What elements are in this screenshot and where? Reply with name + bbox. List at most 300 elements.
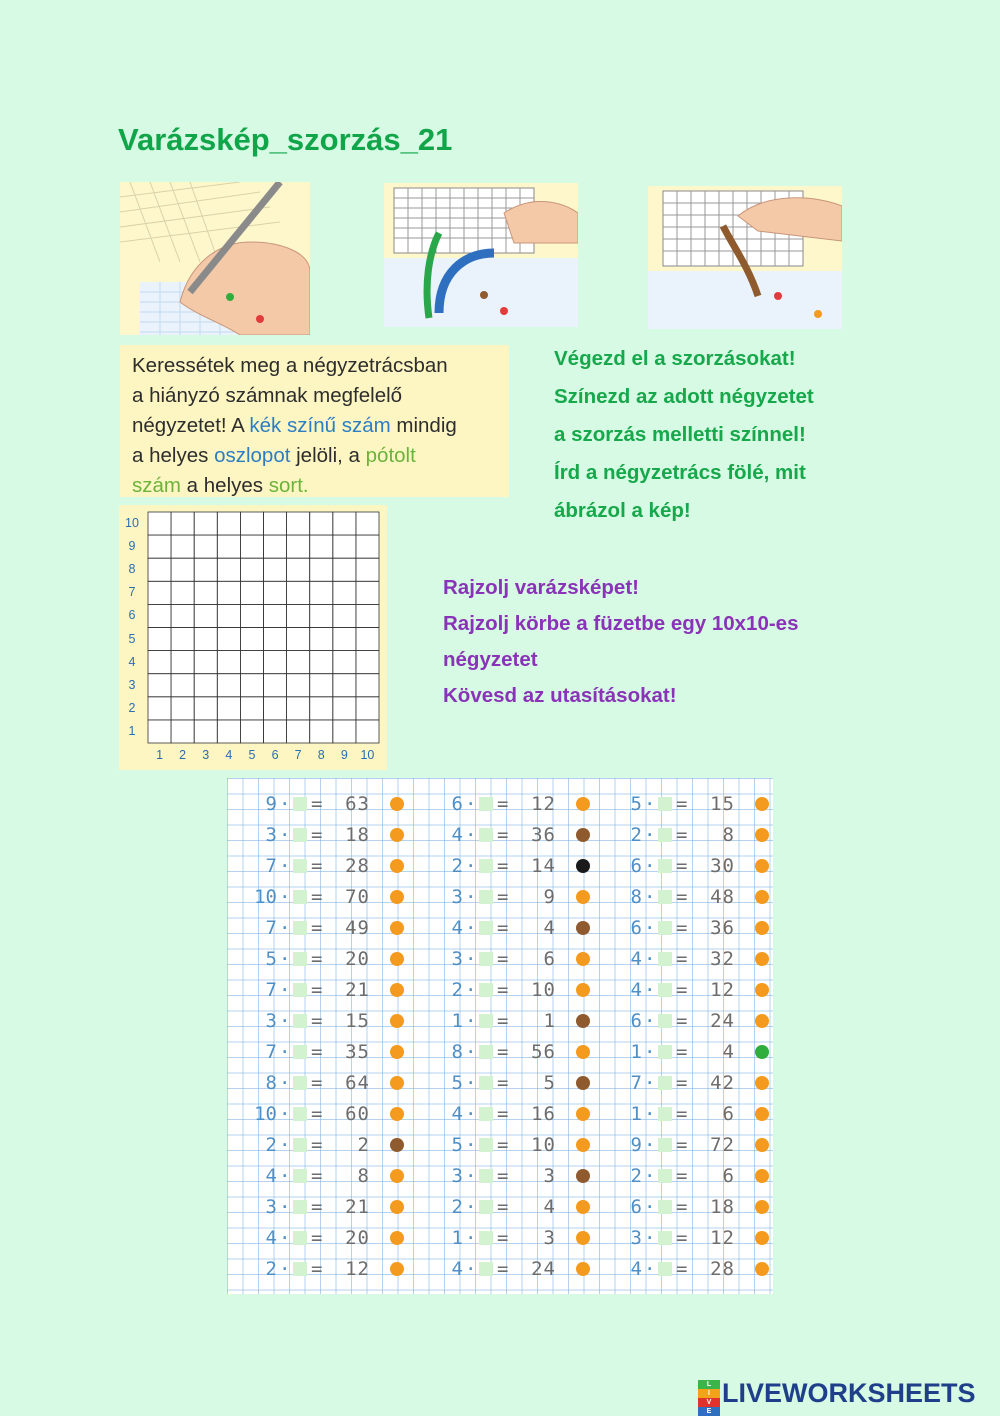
equals-sign: =: [676, 1258, 688, 1280]
green-instruction-line: ábrázol a kép!: [554, 499, 691, 522]
color-dot: [390, 797, 404, 811]
grid-cell[interactable]: [171, 697, 194, 720]
task-row: [423, 1010, 583, 1032]
task-result: 15: [710, 793, 735, 815]
grid-cell[interactable]: [287, 674, 310, 697]
task-result: 5: [531, 1072, 556, 1094]
grid-cell[interactable]: [148, 604, 171, 627]
answer-blank[interactable]: [479, 828, 493, 842]
answer-blank[interactable]: [479, 1014, 493, 1028]
grid-cell[interactable]: [333, 535, 356, 558]
answer-blank[interactable]: [293, 1262, 307, 1276]
task-factor: 4: [265, 1165, 277, 1187]
grid-cell[interactable]: [264, 628, 287, 651]
task-result: 3: [531, 1227, 556, 1249]
answer-blank[interactable]: [479, 1076, 493, 1090]
multiply-sign: ·: [465, 1258, 477, 1280]
multiply-sign: ·: [644, 1010, 656, 1032]
answer-blank[interactable]: [479, 983, 493, 997]
equals-sign: =: [311, 917, 323, 939]
purple-instruction-line: négyzetet: [443, 648, 538, 671]
grid-cell[interactable]: [240, 697, 263, 720]
answer-blank[interactable]: [658, 828, 672, 842]
answer-blank[interactable]: [293, 1231, 307, 1245]
badge-letter: L: [698, 1380, 720, 1389]
color-dot: [576, 1262, 590, 1276]
color-dot: [576, 797, 590, 811]
grid-cell[interactable]: [148, 558, 171, 581]
answer-blank[interactable]: [479, 797, 493, 811]
grid-cell[interactable]: [148, 628, 171, 651]
multiply-sign: ·: [279, 1165, 291, 1187]
grid-cell[interactable]: [310, 720, 333, 743]
answer-blank[interactable]: [479, 952, 493, 966]
grid-cell[interactable]: [217, 604, 240, 627]
grid-cell[interactable]: [217, 581, 240, 604]
task-result: 32: [710, 948, 735, 970]
task-factor: 7: [265, 979, 277, 1001]
grid-cell[interactable]: [148, 697, 171, 720]
instruction-highlight-green: szám: [132, 474, 181, 497]
liveworksheets-logo: [698, 1377, 976, 1415]
grid-cell[interactable]: [240, 651, 263, 674]
grid-cell[interactable]: [194, 558, 217, 581]
task-result: 14: [531, 855, 556, 877]
task-row: [602, 1227, 762, 1249]
grid-col-label: 6: [271, 748, 279, 762]
multiply-sign: ·: [465, 917, 477, 939]
grid-cell[interactable]: [194, 535, 217, 558]
multiply-sign: ·: [465, 1227, 477, 1249]
task-factor: 1: [451, 1010, 463, 1032]
grid-cell[interactable]: [264, 720, 287, 743]
grid-cell[interactable]: [333, 558, 356, 581]
grid-cell[interactable]: [356, 720, 379, 743]
answer-blank[interactable]: [293, 952, 307, 966]
grid-cell[interactable]: [217, 535, 240, 558]
grid-cell[interactable]: [287, 651, 310, 674]
equals-sign: =: [497, 948, 509, 970]
multiply-sign: ·: [279, 1103, 291, 1125]
task-row: [423, 979, 583, 1001]
answer-blank[interactable]: [479, 1107, 493, 1121]
task-result: 64: [345, 1072, 370, 1094]
color-dot: [576, 890, 590, 904]
task-result: 8: [710, 824, 735, 846]
grid-cell[interactable]: [333, 674, 356, 697]
grid-cell[interactable]: [310, 697, 333, 720]
grid-cell[interactable]: [264, 512, 287, 535]
color-dot: [576, 1076, 590, 1090]
task-factor: 1: [630, 1103, 642, 1125]
multiply-sign: ·: [465, 1072, 477, 1094]
answer-blank[interactable]: [658, 797, 672, 811]
multiply-sign: ·: [644, 793, 656, 815]
equals-sign: =: [497, 1196, 509, 1218]
task-row: [602, 1165, 762, 1187]
grid-cell[interactable]: [264, 581, 287, 604]
multiply-sign: ·: [465, 979, 477, 1001]
grid-cell[interactable]: [194, 581, 217, 604]
grid-cell[interactable]: [356, 512, 379, 535]
illustration-hand-pointing: [120, 182, 310, 335]
equals-sign: =: [676, 886, 688, 908]
answer-blank[interactable]: [658, 1014, 672, 1028]
multiply-sign: ·: [279, 1196, 291, 1218]
grid-lines: [119, 505, 387, 770]
answer-blank[interactable]: [658, 1107, 672, 1121]
grid-cell[interactable]: [240, 512, 263, 535]
answer-blank[interactable]: [293, 1138, 307, 1152]
grid-cell[interactable]: [333, 512, 356, 535]
grid-cell[interactable]: [194, 651, 217, 674]
grid-col-label: 10: [360, 748, 375, 762]
answer-blank[interactable]: [658, 983, 672, 997]
grid-cell[interactable]: [194, 604, 217, 627]
task-factor: 4: [451, 824, 463, 846]
equals-sign: =: [497, 1258, 509, 1280]
task-result: 3: [531, 1165, 556, 1187]
equals-sign: =: [676, 855, 688, 877]
grid-cell[interactable]: [171, 604, 194, 627]
multiply-sign: ·: [465, 886, 477, 908]
color-dot: [576, 859, 590, 873]
task-row: [423, 1041, 583, 1063]
multiply-sign: ·: [465, 1041, 477, 1063]
grid-row-label: 4: [128, 654, 136, 669]
grid-row-label: 2: [128, 700, 136, 715]
task-row: [602, 979, 762, 1001]
answer-blank[interactable]: [658, 952, 672, 966]
answer-blank[interactable]: [293, 1169, 307, 1183]
grid-cell[interactable]: [217, 697, 240, 720]
answer-blank[interactable]: [479, 1138, 493, 1152]
grid-row-label: 9: [128, 539, 136, 554]
grid-cell[interactable]: [356, 697, 379, 720]
instruction-text: mindig: [390, 414, 457, 437]
grid-cell[interactable]: [310, 674, 333, 697]
grid-cell[interactable]: [171, 720, 194, 743]
task-result: 28: [710, 1258, 735, 1280]
multiply-sign: ·: [279, 979, 291, 1001]
logo-text: LIVEWORKSHEETS: [722, 1377, 976, 1408]
task-factor: 7: [265, 1041, 277, 1063]
color-dot: [576, 1169, 590, 1183]
grid-row-label: 3: [128, 677, 136, 692]
answer-blank[interactable]: [293, 1045, 307, 1059]
grid-cell[interactable]: [264, 697, 287, 720]
grid-cell[interactable]: [240, 558, 263, 581]
green-instruction-line: Írd a négyzetrács fölé, mit: [554, 461, 806, 484]
instruction-highlight-green: pótolt: [365, 444, 416, 467]
illustration-coloring: [648, 186, 842, 329]
answer-blank[interactable]: [479, 859, 493, 873]
answer-blank[interactable]: [479, 1169, 493, 1183]
answer-blank[interactable]: [658, 921, 672, 935]
task-factor: 2: [630, 824, 642, 846]
grid-cell[interactable]: [217, 558, 240, 581]
task-result: 56: [531, 1041, 556, 1063]
grid-cell[interactable]: [333, 581, 356, 604]
grid-cell[interactable]: [171, 512, 194, 535]
grid-cell[interactable]: [240, 604, 263, 627]
grid-cell[interactable]: [287, 604, 310, 627]
purple-instruction-line: Rajzolj körbe a füzetbe egy 10x10-es: [443, 612, 799, 635]
multiply-sign: ·: [644, 1165, 656, 1187]
answer-blank[interactable]: [293, 828, 307, 842]
grid-cell[interactable]: [171, 535, 194, 558]
task-result: 35: [345, 1041, 370, 1063]
grid-cell[interactable]: [287, 535, 310, 558]
answer-blank[interactable]: [658, 1200, 672, 1214]
task-factor: 8: [630, 886, 642, 908]
color-dot: [390, 1014, 404, 1028]
answer-blank[interactable]: [293, 797, 307, 811]
grid-cell[interactable]: [356, 558, 379, 581]
grid-cell[interactable]: [240, 674, 263, 697]
answer-blank[interactable]: [293, 1014, 307, 1028]
task-factor: 6: [630, 855, 642, 877]
answer-blank[interactable]: [293, 1076, 307, 1090]
grid-cell[interactable]: [310, 604, 333, 627]
grid-cell[interactable]: [287, 697, 310, 720]
grid-cell[interactable]: [287, 720, 310, 743]
grid-cell[interactable]: [310, 651, 333, 674]
color-dot: [576, 983, 590, 997]
coloring-grid[interactable]: [119, 505, 387, 770]
task-factor: 4: [630, 948, 642, 970]
task-result: 18: [345, 824, 370, 846]
page-title: Varázskép_szorzás_21: [118, 122, 453, 157]
color-dot: [390, 1231, 404, 1245]
multiply-sign: ·: [279, 948, 291, 970]
task-row: [237, 1041, 397, 1063]
grid-cell[interactable]: [356, 604, 379, 627]
grid-cell[interactable]: [194, 512, 217, 535]
task-result: 6: [710, 1103, 735, 1125]
task-factor: 3: [451, 948, 463, 970]
grid-cell[interactable]: [310, 558, 333, 581]
grid-cell[interactable]: [333, 720, 356, 743]
multiply-sign: ·: [465, 793, 477, 815]
color-dot: [576, 952, 590, 966]
answer-blank[interactable]: [293, 1200, 307, 1214]
answer-blank[interactable]: [293, 890, 307, 904]
grid-cell[interactable]: [287, 512, 310, 535]
color-dot: [390, 1045, 404, 1059]
task-result: 10: [531, 979, 556, 1001]
grid-cell[interactable]: [194, 697, 217, 720]
grid-cell[interactable]: [171, 581, 194, 604]
grid-cell[interactable]: [217, 674, 240, 697]
multiply-sign: ·: [465, 948, 477, 970]
equals-sign: =: [676, 1134, 688, 1156]
grid-col-label: 8: [317, 748, 325, 762]
equals-sign: =: [497, 917, 509, 939]
grid-cell[interactable]: [217, 628, 240, 651]
grid-cell[interactable]: [287, 581, 310, 604]
color-dot: [390, 1262, 404, 1276]
equals-sign: =: [676, 824, 688, 846]
grid-cell[interactable]: [356, 674, 379, 697]
task-factor: 5: [451, 1072, 463, 1094]
task-row: [237, 948, 397, 970]
grid-col-label: 9: [340, 748, 348, 762]
grid-cell[interactable]: [240, 535, 263, 558]
equals-sign: =: [676, 1165, 688, 1187]
color-dot: [755, 797, 769, 811]
task-result: 2: [345, 1134, 370, 1156]
answer-blank[interactable]: [479, 1200, 493, 1214]
answer-blank[interactable]: [479, 1231, 493, 1245]
grid-cell[interactable]: [333, 651, 356, 674]
equals-sign: =: [311, 1165, 323, 1187]
equals-sign: =: [311, 886, 323, 908]
task-factor: 2: [265, 1258, 277, 1280]
equals-sign: =: [311, 1227, 323, 1249]
grid-cell[interactable]: [333, 604, 356, 627]
grid-cell[interactable]: [240, 628, 263, 651]
color-dot: [390, 859, 404, 873]
task-result: 12: [531, 793, 556, 815]
grid-cell[interactable]: [148, 720, 171, 743]
task-result: 21: [345, 979, 370, 1001]
answer-blank[interactable]: [293, 1107, 307, 1121]
grid-cell[interactable]: [264, 535, 287, 558]
answer-blank[interactable]: [658, 859, 672, 873]
grid-cell[interactable]: [264, 604, 287, 627]
answer-blank[interactable]: [658, 890, 672, 904]
answer-blank[interactable]: [658, 1045, 672, 1059]
multiply-sign: ·: [644, 979, 656, 1001]
grid-cell[interactable]: [148, 674, 171, 697]
grid-cell[interactable]: [356, 628, 379, 651]
answer-blank[interactable]: [293, 859, 307, 873]
grid-cell[interactable]: [287, 558, 310, 581]
equals-sign: =: [311, 824, 323, 846]
grid-cell[interactable]: [356, 535, 379, 558]
grid-cell[interactable]: [240, 581, 263, 604]
grid-cell[interactable]: [310, 581, 333, 604]
grid-cell[interactable]: [217, 651, 240, 674]
task-result: 12: [345, 1258, 370, 1280]
grid-cell[interactable]: [310, 512, 333, 535]
task-row: [237, 1165, 397, 1187]
grid-cell[interactable]: [148, 512, 171, 535]
task-factor: 1: [630, 1041, 642, 1063]
grid-cell[interactable]: [171, 628, 194, 651]
grid-cell[interactable]: [148, 535, 171, 558]
grid-cell[interactable]: [148, 581, 171, 604]
task-result: 60: [345, 1103, 370, 1125]
task-result: 42: [710, 1072, 735, 1094]
grid-cell[interactable]: [171, 558, 194, 581]
grid-cell[interactable]: [148, 651, 171, 674]
answer-blank[interactable]: [293, 921, 307, 935]
equals-sign: =: [676, 793, 688, 815]
answer-blank[interactable]: [479, 1045, 493, 1059]
grid-cell[interactable]: [240, 720, 263, 743]
task-row: [602, 1196, 762, 1218]
answer-blank[interactable]: [293, 983, 307, 997]
equals-sign: =: [311, 1103, 323, 1125]
grid-row-label: 5: [128, 631, 136, 646]
equals-sign: =: [311, 979, 323, 1001]
grid-cell[interactable]: [171, 651, 194, 674]
grid-row-label: 10: [125, 516, 139, 530]
grid-cell[interactable]: [356, 581, 379, 604]
answer-blank[interactable]: [658, 1076, 672, 1090]
color-dot: [755, 1107, 769, 1121]
grid-cell[interactable]: [194, 674, 217, 697]
task-row: [602, 1134, 762, 1156]
badge-letter: E: [698, 1407, 720, 1416]
grid-cell[interactable]: [217, 512, 240, 535]
color-dot: [576, 828, 590, 842]
grid-cell[interactable]: [217, 720, 240, 743]
grid-row-label: 1: [128, 723, 136, 738]
equals-sign: =: [311, 948, 323, 970]
answer-blank[interactable]: [658, 1231, 672, 1245]
answer-blank[interactable]: [658, 1262, 672, 1276]
grid-cell[interactable]: [310, 628, 333, 651]
answer-blank[interactable]: [479, 921, 493, 935]
purple-instruction-line: Kövesd az utasításokat!: [443, 684, 677, 707]
equals-sign: =: [497, 1134, 509, 1156]
green-instructions: [554, 340, 874, 530]
color-dot: [390, 1169, 404, 1183]
task-row: [423, 1165, 583, 1187]
task-factor: 4: [265, 1227, 277, 1249]
instruction-text: a hiányzó számnak megfelelő: [132, 384, 403, 407]
answer-blank[interactable]: [479, 890, 493, 904]
grid-col-label: 7: [294, 748, 302, 762]
grid-cell[interactable]: [194, 720, 217, 743]
task-result: 6: [531, 948, 556, 970]
badge-letter: V: [698, 1398, 720, 1407]
grid-cell[interactable]: [264, 558, 287, 581]
grid-cell[interactable]: [264, 674, 287, 697]
grid-cell[interactable]: [264, 651, 287, 674]
grid-cell[interactable]: [287, 628, 310, 651]
grid-cell[interactable]: [356, 651, 379, 674]
answer-blank[interactable]: [658, 1138, 672, 1152]
equals-sign: =: [497, 855, 509, 877]
instruction-highlight-green: sort.: [268, 474, 309, 497]
task-row: [602, 1258, 762, 1280]
grid-cell[interactable]: [194, 628, 217, 651]
answer-blank[interactable]: [479, 1262, 493, 1276]
multiply-sign: ·: [279, 1072, 291, 1094]
grid-cell[interactable]: [333, 628, 356, 651]
color-dot: [755, 1169, 769, 1183]
task-row: [602, 855, 762, 877]
grid-cell[interactable]: [171, 674, 194, 697]
multiply-sign: ·: [644, 917, 656, 939]
answer-blank[interactable]: [658, 1169, 672, 1183]
grid-row-label: 7: [128, 585, 136, 600]
grid-cell[interactable]: [310, 535, 333, 558]
color-dot: [755, 921, 769, 935]
color-dot: [755, 859, 769, 873]
task-factor: 8: [265, 1072, 277, 1094]
equals-sign: =: [311, 1258, 323, 1280]
grid-cell[interactable]: [333, 697, 356, 720]
color-dot: [576, 921, 590, 935]
color-dot: [755, 1231, 769, 1245]
equals-sign: =: [497, 1227, 509, 1249]
task-row: [423, 886, 583, 908]
